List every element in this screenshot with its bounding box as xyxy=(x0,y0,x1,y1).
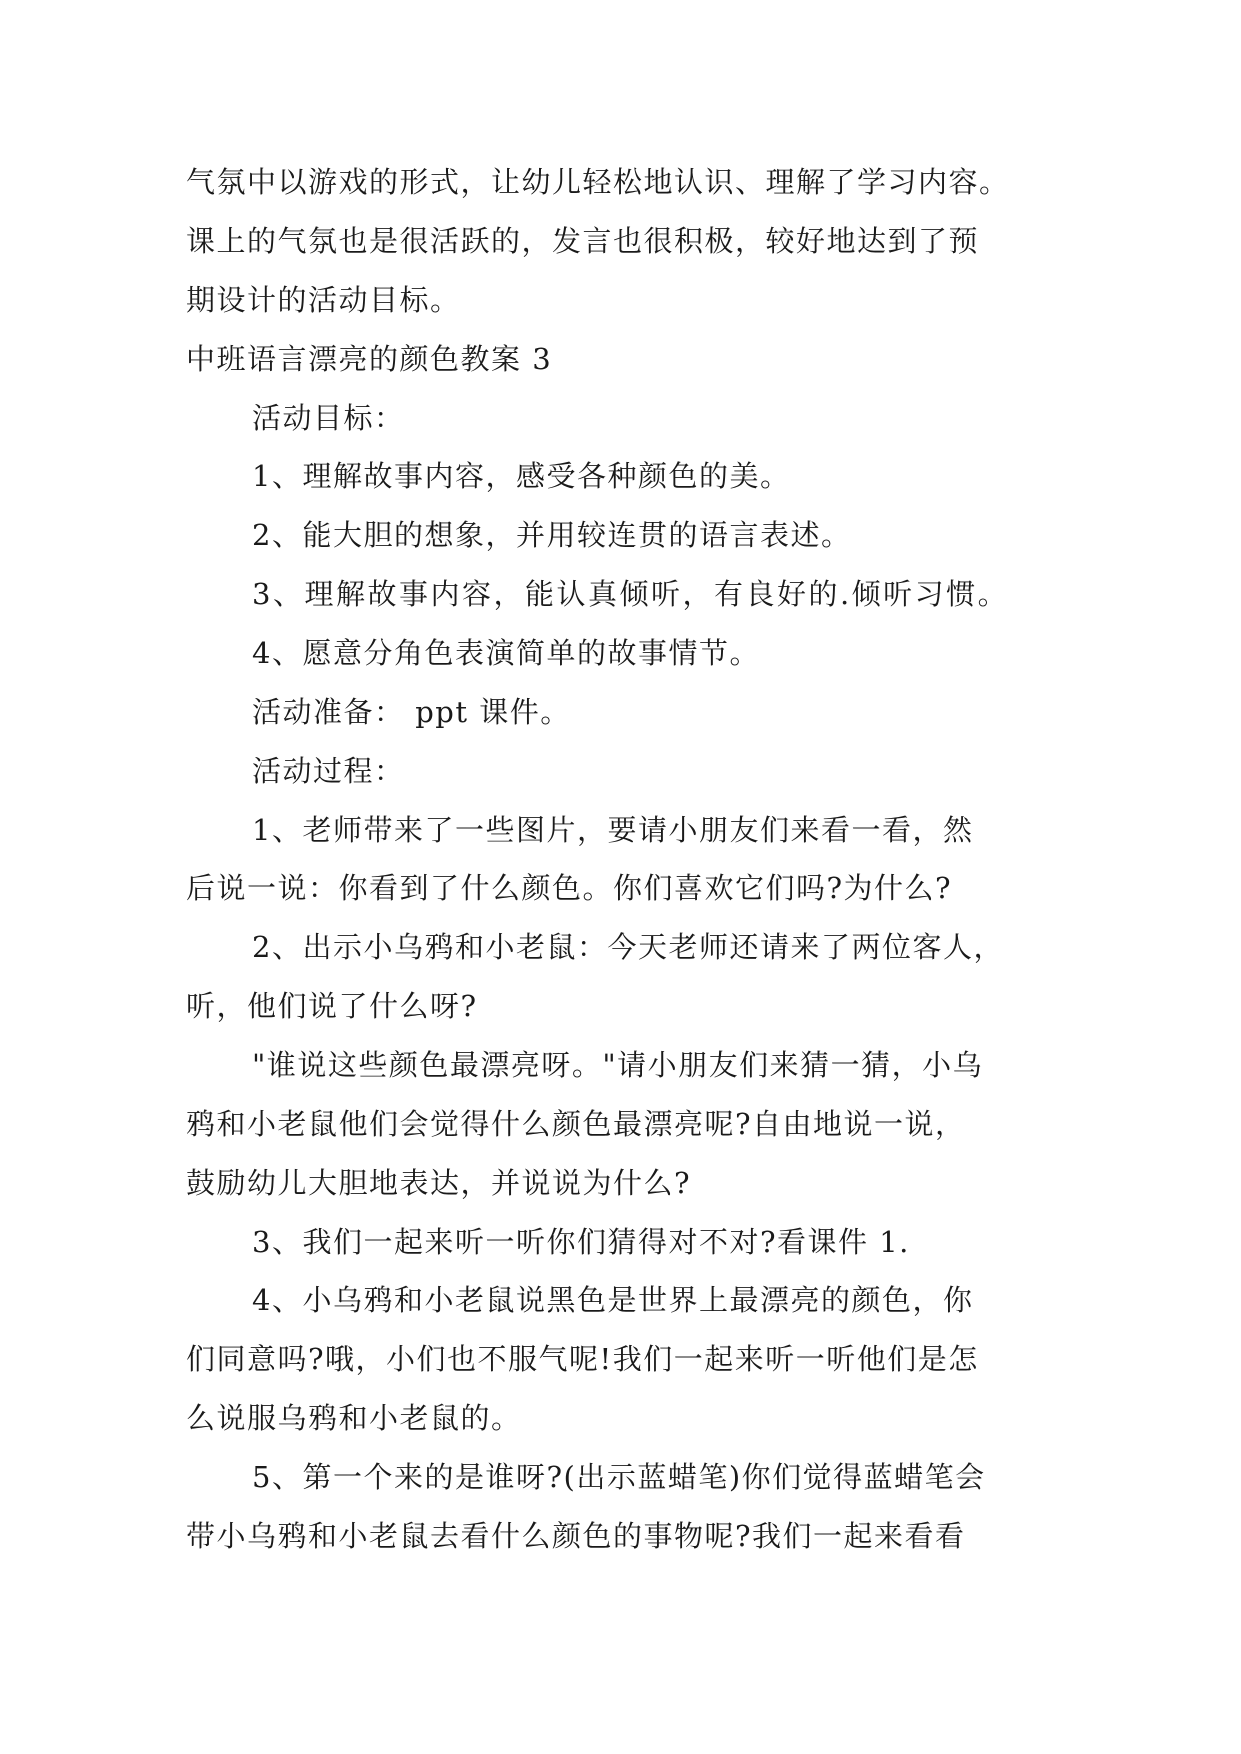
step-3: 3、我们一起来听一听你们猜得对不对?看课件 1. xyxy=(252,1225,910,1259)
goal-item-1: 1、理解故事内容，感受各种颜色的美。 xyxy=(252,459,791,493)
step-2-line-2: 听，他们说了什么呀? xyxy=(186,989,478,1023)
body-text-line: 课上的气氛也是很活跃的，发言也很积极，较好地达到了预 xyxy=(186,224,980,258)
body-text-line: 期设计的活动目标。 xyxy=(186,283,461,317)
subheading-activity-goals: 活动目标： xyxy=(252,401,405,435)
goal-item-2: 2、能大胆的想象，并用较连贯的语言表述。 xyxy=(252,518,852,552)
step-1-line-2: 后说一说：你看到了什么颜色。你们喜欢它们吗?为什么? xyxy=(186,871,953,905)
subheading-preparation: 活动准备： ppt 课件。 xyxy=(252,695,571,729)
section-heading: 中班语言漂亮的颜色教案 3 xyxy=(186,342,553,376)
step-4-line-3: 么说服乌鸦和小老鼠的。 xyxy=(186,1401,522,1435)
step-4-line-2: 们同意吗?哦，小们也不服气呢!我们一起来听一听他们是怎 xyxy=(186,1342,979,1376)
step-5-line-1: 5、第一个来的是谁呀?(出示蓝蜡笔)你们觉得蓝蜡笔会 xyxy=(252,1460,986,1494)
step-5-line-2: 带小乌鸦和小老鼠去看什么颜色的事物呢?我们一起来看看 xyxy=(186,1519,966,1553)
body-text-line: 气氛中以游戏的形式，让幼儿轻松地认识、理解了学习内容。 xyxy=(186,165,1010,199)
goal-item-4: 4、愿意分角色表演简单的故事情节。 xyxy=(252,636,760,670)
goal-item-3: 3、理解故事内容，能认真倾听，有良好的.倾听习惯。 xyxy=(252,577,1010,611)
step-2-line-1: 2、出示小乌鸦和小老鼠：今天老师还请来了两位客人， xyxy=(252,930,1004,964)
quote-line-2: 鸦和小老鼠他们会觉得什么颜色最漂亮呢?自由地说一说， xyxy=(186,1107,966,1141)
quote-line-1: "谁说这些颜色最漂亮呀。"请小朋友们来猜一猜，小乌 xyxy=(252,1048,984,1082)
step-4-line-1: 4、小乌鸦和小老鼠说黑色是世界上最漂亮的颜色，你 xyxy=(252,1283,974,1317)
quote-line-3: 鼓励幼儿大胆地表达，并说说为什么? xyxy=(186,1166,692,1200)
step-1-line-1: 1、老师带来了一些图片，要请小朋友们来看一看，然 xyxy=(252,813,974,847)
subheading-process: 活动过程： xyxy=(252,754,405,788)
